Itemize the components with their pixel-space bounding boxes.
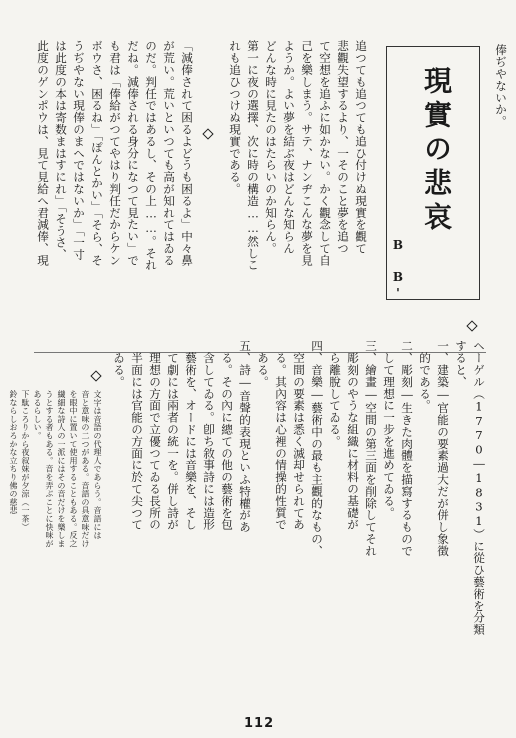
text-column: どんな時に見たのはたらいのか知らん。 [264,40,278,255]
text-column: 第一に夜の選擇、次に時の構造……然しこ [246,40,260,271]
text-column: うぢやない現俸のまへではないか」「一寸 [72,40,86,261]
text-column: 己を樂しまう。サテ、ナンヂこんな夢を見 [300,40,314,267]
text-column: る。その內に總ての他の藝術を包 [220,340,234,531]
text-column: だね。減俸される身分になつて見たい」で [126,40,140,267]
text-column: 含してゐる。卽ち敘事詩には造形 [202,340,216,531]
author-byline: B B' [391,238,405,302]
text-column: ゐる。 [112,340,126,388]
section-divider-icon [466,320,477,331]
text-column: 藝術を、オードには音樂を、そし [184,340,198,531]
text-column: ヘーゲル（1770―1831）に從ひ藝術を分類 [472,340,486,636]
text-column: 追つても追つても追ひ付けぬ現實を觀て [354,40,368,255]
section-divider-icon [90,370,101,381]
article-title: 現實の悲哀 [420,66,453,236]
text-column: 下駄ころりから夜叙妹が夕涼（一茶） [21,390,30,532]
text-column: ある。 [256,340,270,388]
text-column: 悲觀失望するより、一そのこと夢を追つ [336,40,350,255]
text-column: 半面には官能の方面に於て尖つて [130,340,144,531]
text-column: 鈴ならしおろかな立ちり佛の慈悲 [9,390,18,515]
text-column: 此度のゲンポウは、見て見給へ君減俸、現 [36,40,50,267]
text-column: 「減俸されて困るよどうも困るよ」中々鼻 [180,40,194,267]
text-column: が荒い。荒いといつても高が知れてはゐる [162,40,176,267]
text-column: 理想の方面で立優つてゐる長所の [148,340,162,531]
text-column: を眼中に置いて使用することもある。反之 [69,390,78,548]
text-column: 俸ぢやないか。 [494,44,508,128]
text-column: 二、彫刻―生きた肉體を描寫するもので [400,340,414,557]
text-column: すると、 [454,340,468,388]
text-column: あるらしい。 [33,390,42,440]
text-column: 三、繪畫―空間の第三面を削除してそれ [364,340,378,557]
text-column: て空想を追ふに如かない。かく觀念して自 [318,40,332,267]
text-column: 彫刻のやうな組織に材料の基礎が [346,340,360,531]
text-column: ら離脫してゐる。 [328,340,342,448]
text-column: も君は「俸給がつてやはり判任だからケン [108,40,122,267]
text-column: うとする者もある。音を弄ぶことに快味が [45,390,54,548]
text-column: 一、建築―官能の要素過大だが併し象徴 [436,340,450,557]
text-column: 五、詩―音聲的表現といふ特權があ [238,340,252,533]
text-column: れも追ひつけぬ現實である。 [228,40,242,195]
text-column: して理想に一步を進めてゐる。 [382,340,396,519]
text-column: 繊細な詩人の一派にはその音だけを樂しま [57,390,66,548]
text-column: は此度の本は寄数まはすにれ」「そうさ、 [54,40,68,261]
text-column: る。其內容は心裡の情操的性質で [274,340,288,531]
text-column: のだ。判任ではあるし、その上……。それ [144,40,158,271]
text-column: 音と意味の二つがある。音語の具意味だけ [81,390,90,548]
page-number: 112 [244,716,275,731]
text-column: ようか。よい夢を結ぶ夜はどんな知らん [282,40,296,255]
text-column: 空間の要素は悉く滅却せられてあ [292,340,306,531]
text-column: 四、音樂―藝術中の最も主觀的なもの、 [310,340,324,557]
text-column: て劇には兩者の統一を。併し詩が [166,340,180,531]
section-divider-icon [202,128,213,139]
text-column: 的である。 [418,340,432,412]
text-column: ボウさ、困るね」「ぽんとかい」「そら、そ [90,40,104,267]
text-column: 文字は音語の代理人であらう。音語には [93,390,102,540]
